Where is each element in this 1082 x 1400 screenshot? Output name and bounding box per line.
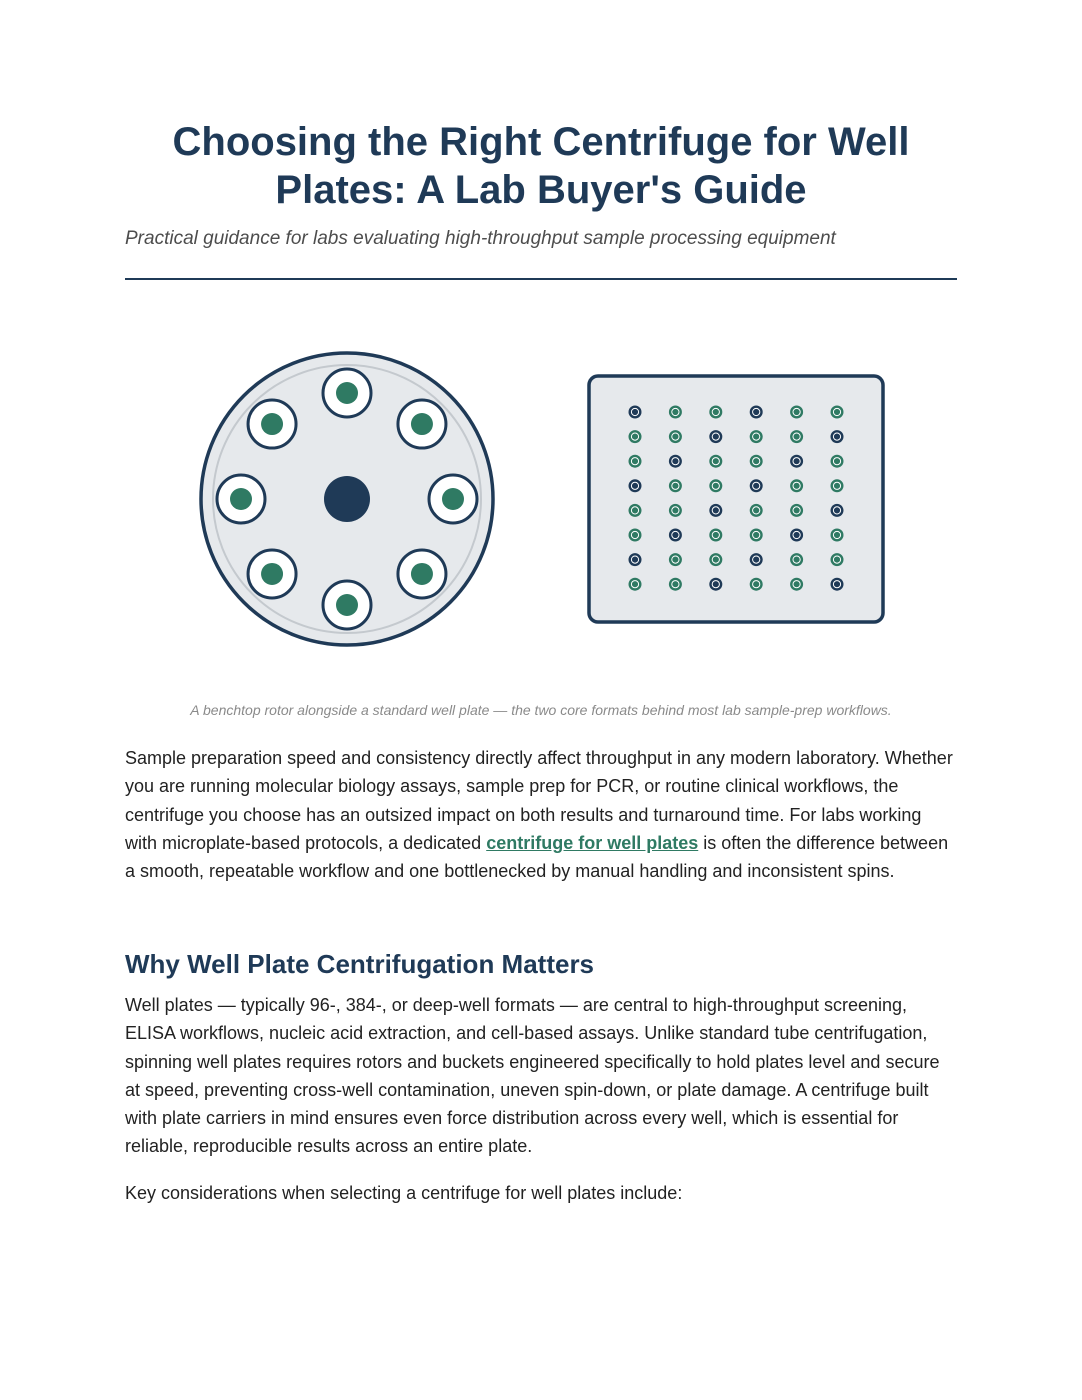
plate-well [629,529,642,542]
plate-well-dark [669,529,682,542]
plate-well [669,430,682,443]
plate-well [669,406,682,419]
plate-well [750,529,763,542]
plate-well-dark [669,455,682,468]
intro-paragraph [125,744,957,885]
plate-well-dark [750,406,763,419]
centrifuge-for-well-plates-link[interactable]: centrifuge for well plates [486,832,699,853]
rotor-sample [230,488,252,510]
plate-well [709,529,722,542]
plate-well [750,455,763,468]
plate-well-dark [709,578,722,591]
plate-well-dark [629,553,642,566]
rotor-sample [411,563,433,585]
plate-well [790,406,803,419]
plate-well [669,504,682,517]
plate-well [629,455,642,468]
plate-well-dark [790,529,803,542]
plate-well [709,479,722,492]
plate-well [629,430,642,443]
plate-well [790,479,803,492]
plate-well-dark [790,455,803,468]
rotor-sample [411,413,433,435]
section-paragraph: Well plates — typically 96-, 384-, or deep-well formats — are central to high-throughput screening, ELISA workflows, nucleic acid extraction, and cell-based assays. Unlike standard tube centrifugation, spinning well plates requires rotors and buckets engineered specifically to hold plates level and secure at speed, preventing cross-well contamination, uneven spin-down, or plate damage. A centrifuge built with plate carriers in mind ensures even force distribution across every well, which is essential for reliable, reproducible results across an entire plate. [125,995,940,1157]
plate-well [669,578,682,591]
rotor-sample [261,563,283,585]
plate-well [750,578,763,591]
plate-well-dark [831,430,844,443]
plate-well [629,504,642,517]
rotor-and-plate-illustration [0,330,1082,670]
plate-well [790,504,803,517]
plate-well-dark [629,479,642,492]
plate-well [669,553,682,566]
rotor-illustration [201,353,493,645]
figure-caption: A benchtop rotor alongside a standard well plate — the two core formats behind most lab sample-prep workflows. [190,702,892,718]
rotor-hub [324,476,370,522]
plate-well-dark [709,504,722,517]
well-plate-illustration [589,376,883,622]
intro-text-after-link: is often the difference between a smooth, repeatable workflow and one bottlenecked by manual handling and inconsistent spins. [125,832,949,882]
considerations-lead: Key considerations when selecting a centrifuge for well plates include: [125,1183,683,1203]
illustration-figure [0,330,1082,670]
plate-well-dark [750,479,763,492]
plate-well-dark [831,578,844,591]
plate-well [709,455,722,468]
plate-well [831,553,844,566]
plate-well [790,553,803,566]
plate-well [629,578,642,591]
rotor-sample [336,594,358,616]
plate-well [669,479,682,492]
plate-well [831,455,844,468]
plate-well-dark [709,430,722,443]
plate-well [709,553,722,566]
rotor-sample [261,413,283,435]
plate-well [831,406,844,419]
page-subtitle: Practical guidance for labs evaluating high-throughput sample processing equipment [125,228,836,249]
plate-well [831,479,844,492]
plate-well-dark [629,406,642,419]
header-divider [125,278,957,280]
plate-well [750,430,763,443]
plate-well-dark [750,553,763,566]
plate-well [831,529,844,542]
rotor-sample [336,382,358,404]
rotor-sample [442,488,464,510]
plate-well [709,406,722,419]
plate-well [750,504,763,517]
section-heading: Why Well Plate Centrifugation Matters [125,949,595,979]
intro-text-before-link: Sample preparation speed and consistency directly affect throughput in any modern laboratory. Whether you are running molecular biology assays, sample prep for PCR, or routine clinical workflows, the centrifuge you choose has an outsized impact on both results and turnaround time. For labs working with microplate-based protocols, a dedicated [125,748,953,853]
plate-well [790,578,803,591]
plate-well-dark [831,504,844,517]
plate-well [790,430,803,443]
page-title: Choosing the Right Centrifuge for Well Plates: A Lab Buyer's Guide [172,120,910,212]
